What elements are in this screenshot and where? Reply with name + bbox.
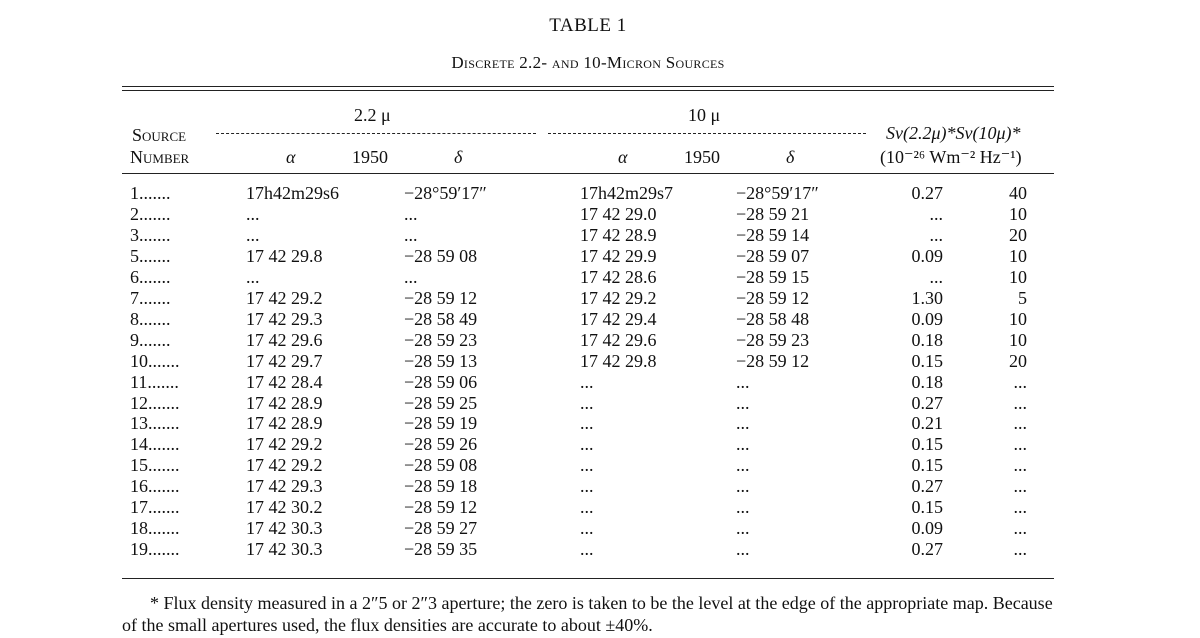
ra-10-value: ... xyxy=(580,413,594,433)
ra-22-value: 17 42 28.9 xyxy=(246,393,323,413)
dec-10-value: −28 59 12 xyxy=(736,288,810,308)
flux-10-value: 10 xyxy=(1009,330,1027,350)
ra-22-value: 17 42 29.2 xyxy=(246,288,323,308)
source-number: 2....... xyxy=(130,204,171,224)
flux-header-units: (10⁻²⁶ Wm⁻² Hz⁻¹) xyxy=(880,147,1022,167)
source-number: 8....... xyxy=(130,309,171,329)
ra-22-value: 17 42 30.2 xyxy=(246,497,323,517)
group-header-10: 10 μ xyxy=(688,105,721,125)
flux-10-value: ... xyxy=(1013,476,1027,496)
dec-10-value: −28 59 21 xyxy=(736,204,810,224)
ra-22-value: ... xyxy=(246,225,260,245)
flux-22-value: 1.30 xyxy=(911,288,943,308)
dec-22-value: −28°59′17″ xyxy=(404,183,487,203)
source-number: 3....... xyxy=(130,225,171,245)
ra-10-value: 17 42 29.9 xyxy=(580,246,657,266)
flux-22-value: 0.09 xyxy=(911,246,943,266)
dec-10-value: −28°59′17″ xyxy=(736,183,819,203)
dec-22-value: −28 59 25 xyxy=(404,393,478,413)
table-title: TABLE 1 xyxy=(549,15,627,36)
dec-22-value: −28 59 12 xyxy=(404,497,478,517)
dec-22-value: −28 59 08 xyxy=(404,455,478,475)
source-number: 16....... xyxy=(130,476,180,496)
dec-22-value: −28 59 18 xyxy=(404,476,478,496)
flux-10-value: 10 xyxy=(1009,204,1027,224)
top-double-rule-b xyxy=(122,90,1054,91)
ra-22-value: 17 42 29.8 xyxy=(246,246,323,266)
group-22-divider xyxy=(216,133,536,134)
flux-10-value: ... xyxy=(1013,393,1027,413)
group-10-divider xyxy=(548,133,866,134)
dec-22-value: −28 59 12 xyxy=(404,288,478,308)
ra-10-value: ... xyxy=(580,455,594,475)
ra-10-value: ... xyxy=(580,518,594,538)
flux-22-value: 0.21 xyxy=(911,413,943,433)
flux-header-label: Sν(2.2μ)*Sν(10μ)* xyxy=(886,123,1021,143)
dec-10-value: ... xyxy=(736,497,750,517)
ra-10-value: ... xyxy=(580,372,594,392)
dec-22-value: −28 59 26 xyxy=(404,434,478,454)
ra-10-value: ... xyxy=(580,476,594,496)
table-footnote xyxy=(122,592,1062,636)
dec-22-value: −28 58 49 xyxy=(404,309,478,329)
dec-10-value: ... xyxy=(736,372,750,392)
dec-10-value: −28 59 23 xyxy=(736,330,810,350)
source-number: 5....... xyxy=(130,246,171,266)
footnote-text: * Flux density measured in a 2″5 or 2″3 aperture; the zero is taken to be the level at the edge of the appropriate map. Because of the small apertures used, the flux densities are accurate to about ±40%. xyxy=(122,593,1053,635)
ra-10-value: 17h42m29s7 xyxy=(580,183,674,203)
ra-10-value: 17 42 28.9 xyxy=(580,225,657,245)
flux-10-value: 10 xyxy=(1009,246,1027,266)
source-number: 7....... xyxy=(130,288,171,308)
flux-22-value: 0.18 xyxy=(911,330,943,350)
ra-10-value: 17 42 29.2 xyxy=(580,288,657,308)
ra-22-value: 17 42 29.2 xyxy=(246,455,323,475)
dec-22-value: −28 59 06 xyxy=(404,372,478,392)
dec-10-value: −28 59 07 xyxy=(736,246,810,266)
flux-10-value: ... xyxy=(1013,497,1027,517)
flux-22-value: 0.15 xyxy=(911,455,943,475)
source-header-line1: Source xyxy=(132,125,187,145)
flux-22-value: 0.27 xyxy=(911,539,943,559)
dec-22-value: −28 59 08 xyxy=(404,246,478,266)
flux-10-value: 10 xyxy=(1009,309,1027,329)
source-number: 19....... xyxy=(130,539,180,559)
dec-22-value: −28 59 27 xyxy=(404,518,478,538)
flux-10-value: ... xyxy=(1013,518,1027,538)
flux-22-value: 0.18 xyxy=(911,372,943,392)
flux-10-value: ... xyxy=(1013,455,1027,475)
ra-10-value: 17 42 29.4 xyxy=(580,309,657,329)
flux-22-value: ... xyxy=(929,267,943,287)
ra-22-value: 17 42 29.2 xyxy=(246,434,323,454)
dec-22-value: ... xyxy=(404,204,418,224)
flux-22-value: ... xyxy=(929,225,943,245)
source-number: 15....... xyxy=(130,455,180,475)
dec-22-value: ... xyxy=(404,267,418,287)
dec-10-value: −28 59 12 xyxy=(736,351,810,371)
source-number: 12....... xyxy=(130,393,180,413)
dec-22-value: −28 59 35 xyxy=(404,539,478,559)
ra-10-value: 17 42 29.0 xyxy=(580,204,657,224)
flux-22-value: 0.27 xyxy=(911,393,943,413)
dec-22-value: −28 59 13 xyxy=(404,351,478,371)
dec-10-value: ... xyxy=(736,434,750,454)
flux-10-value: ... xyxy=(1013,539,1027,559)
flux-22-value: 0.27 xyxy=(911,476,943,496)
ra-10-value: 17 42 28.6 xyxy=(580,267,657,287)
source-number: 14....... xyxy=(130,434,180,454)
flux-10-value: ... xyxy=(1013,434,1027,454)
ra-22-value: 17 42 30.3 xyxy=(246,518,323,538)
dec-10-value: ... xyxy=(736,476,750,496)
ra-10-value: ... xyxy=(580,393,594,413)
top-double-rule-a xyxy=(122,86,1054,87)
ra-10-value: 17 42 29.6 xyxy=(580,330,657,350)
dec-22-value: −28 59 23 xyxy=(404,330,478,350)
alpha-header-10: α xyxy=(618,147,628,167)
epoch-header-22: 1950 xyxy=(352,147,388,167)
ra-22-value: 17 42 30.3 xyxy=(246,539,323,559)
ra-10-value: ... xyxy=(580,497,594,517)
dec-10-value: ... xyxy=(736,539,750,559)
dec-10-value: ... xyxy=(736,455,750,475)
ra-10-value: ... xyxy=(580,539,594,559)
source-number: 6....... xyxy=(130,267,171,287)
dec-10-value: −28 58 48 xyxy=(736,309,810,329)
flux-10-value: 10 xyxy=(1009,267,1027,287)
delta-header-22: δ xyxy=(454,147,463,167)
dec-10-value: ... xyxy=(736,413,750,433)
epoch-header-10: 1950 xyxy=(684,147,720,167)
dec-10-value: −28 59 14 xyxy=(736,225,810,245)
ra-22-value: 17 42 29.3 xyxy=(246,476,323,496)
source-number: 9....... xyxy=(130,330,171,350)
flux-22-value: 0.09 xyxy=(911,309,943,329)
flux-22-value: 0.15 xyxy=(911,497,943,517)
dec-10-value: ... xyxy=(736,518,750,538)
flux-22-value: 0.09 xyxy=(911,518,943,538)
flux-22-value: 0.15 xyxy=(911,434,943,454)
ra-10-value: ... xyxy=(580,434,594,454)
dec-22-value: −28 59 19 xyxy=(404,413,478,433)
table-subtitle: Discrete 2.2- and 10-Micron Sources xyxy=(451,53,725,72)
source-number: 17....... xyxy=(130,497,180,517)
alpha-header-22: α xyxy=(286,147,296,167)
ra-22-value: 17 42 28.9 xyxy=(246,413,323,433)
dec-22-value: ... xyxy=(404,225,418,245)
source-number: 18....... xyxy=(130,518,180,538)
ra-22-value: 17 42 29.7 xyxy=(246,351,323,371)
group-header-22: 2.2 μ xyxy=(354,105,391,125)
ra-22-value: 17 42 29.3 xyxy=(246,309,323,329)
ra-22-value: 17 42 28.4 xyxy=(246,372,323,392)
source-header-line2: Number xyxy=(130,147,190,167)
ra-22-value: 17 42 29.6 xyxy=(246,330,323,350)
dec-10-value: −28 59 15 xyxy=(736,267,810,287)
flux-10-value: 20 xyxy=(1009,225,1027,245)
bottom-rule xyxy=(122,578,1054,579)
flux-10-value: ... xyxy=(1013,372,1027,392)
ra-22-value: ... xyxy=(246,267,260,287)
flux-10-value: 20 xyxy=(1009,351,1027,371)
flux-22-value: ... xyxy=(929,204,943,224)
source-number: 13....... xyxy=(130,413,180,433)
source-number: 11....... xyxy=(130,372,179,392)
flux-22-value: 0.15 xyxy=(911,351,943,371)
ra-22-value: 17h42m29s6 xyxy=(246,183,340,203)
ra-22-value: ... xyxy=(246,204,260,224)
delta-header-10: δ xyxy=(786,147,795,167)
ra-10-value: 17 42 29.8 xyxy=(580,351,657,371)
source-number: 10....... xyxy=(130,351,180,371)
source-number: 1....... xyxy=(130,183,171,203)
dec-10-value: ... xyxy=(736,393,750,413)
flux-10-value: 40 xyxy=(1009,183,1027,203)
header-rule xyxy=(122,173,1054,174)
flux-10-value: 5 xyxy=(1018,288,1027,308)
flux-10-value: ... xyxy=(1013,413,1027,433)
flux-22-value: 0.27 xyxy=(911,183,943,203)
